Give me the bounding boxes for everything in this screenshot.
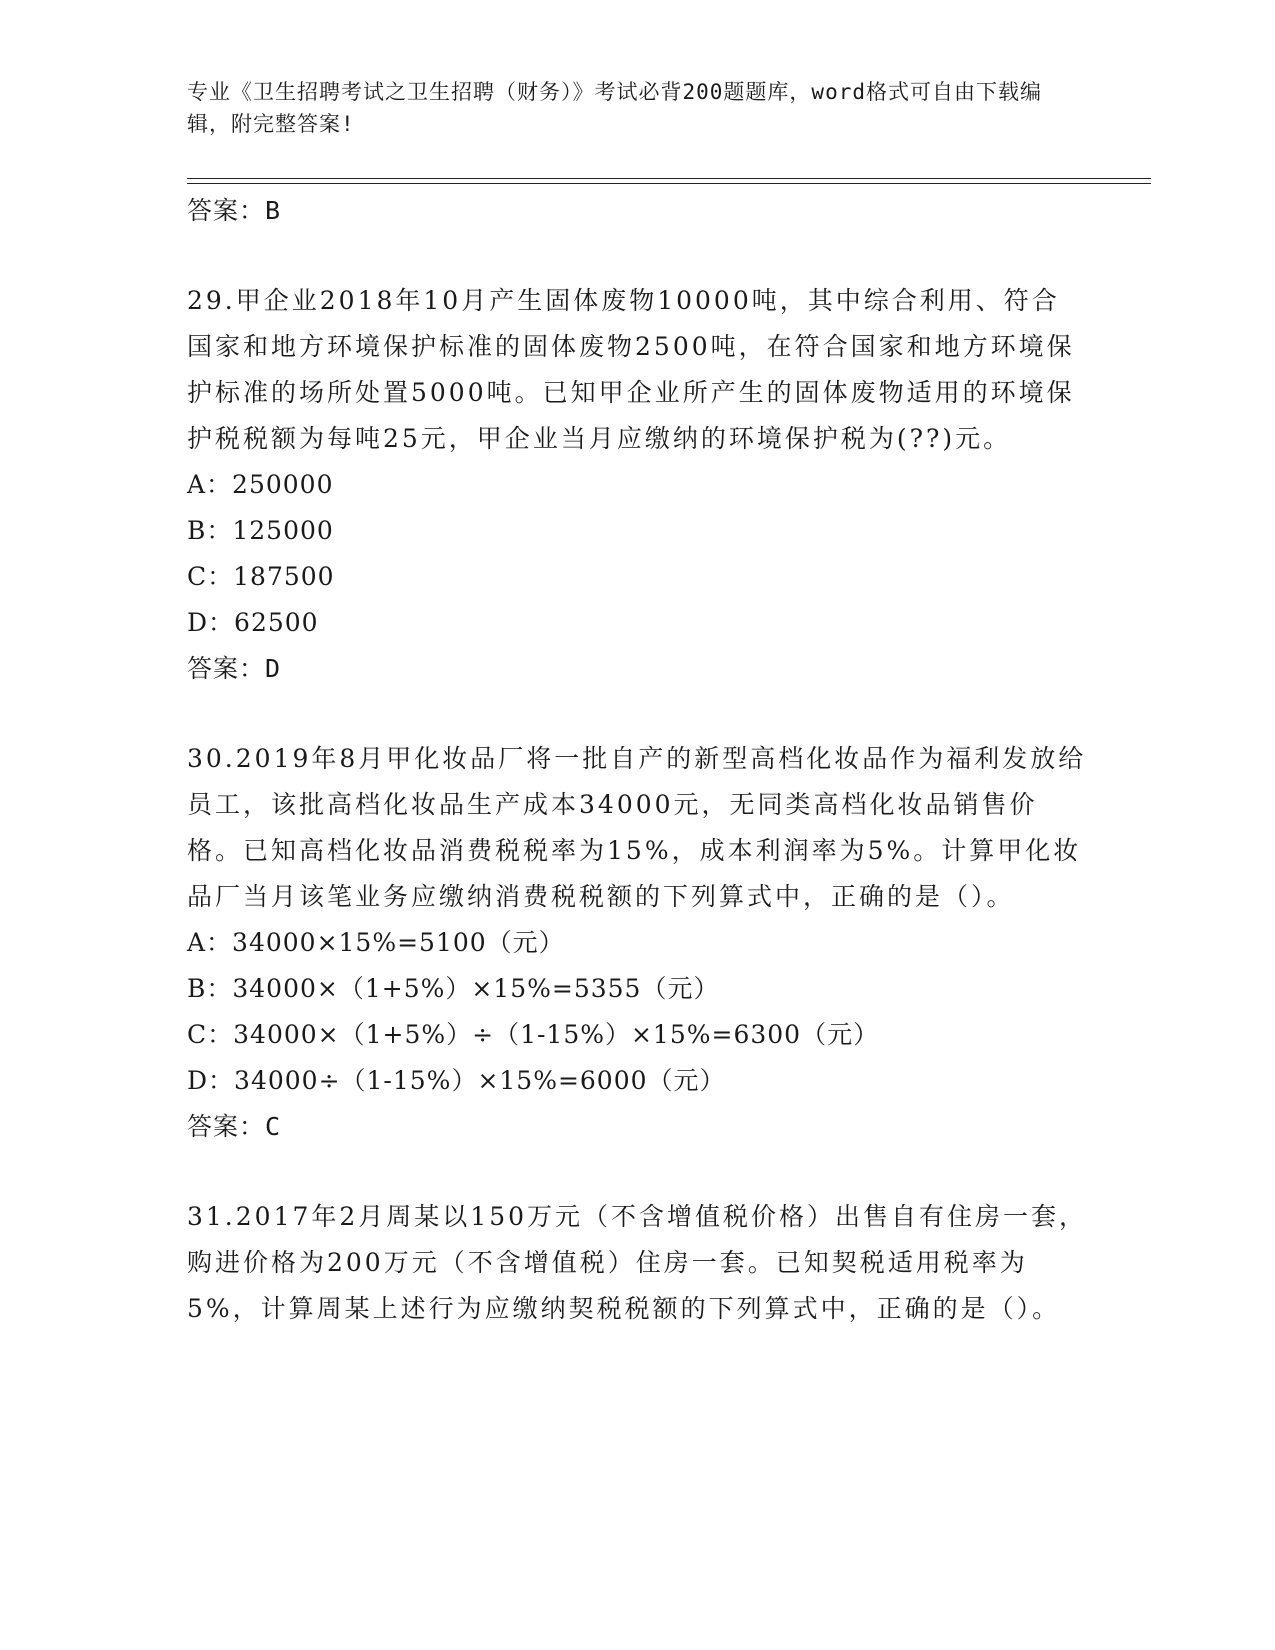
document-header: 专业《卫生招聘考试之卫生招聘（财务）》考试必背200题题库，word格式可自由下载编辑，附完整答案!	[187, 80, 1042, 136]
option-c: C：34000×（1+5%）÷（1-15%）×15%=6300（元）	[187, 1020, 880, 1049]
question-29	[187, 278, 1087, 692]
previous-answer: 答案：B	[187, 196, 282, 225]
option-b: B：125000	[187, 516, 334, 545]
header-rule-bottom	[187, 183, 1151, 184]
option-d: D：34000÷（1-15%）×15%=6000（元）	[187, 1066, 726, 1095]
question-stem: 31.2017年2月周某以150万元（不含增值税价格）出售自有住房一套，购进价格为200万元（不含增值税）住房一套。已知契税适用税率为5%，计算周某上述行为应缴纳契税税额的下列算式中，正确的是（）。	[187, 1202, 1088, 1323]
option-c: C：187500	[187, 562, 335, 591]
option-a: A：34000×15%=5100（元）	[187, 928, 565, 957]
answer-line: 答案：C	[187, 1112, 282, 1141]
question-30	[187, 736, 1087, 1150]
header-rule-top	[187, 178, 1151, 179]
question-stem: 30.2019年8月甲化妆品厂将一批自产的新型高档化妆品作为福利发放给员工，该批高档化妆品生产成本34000元，无同类高档化妆品销售价格。已知高档化妆品消费税税率为15%，成本利润率为5%。计算甲化妆品厂当月该笔业务应缴纳消费税税额的下列算式中，正确的是（）。	[187, 744, 1087, 911]
document-body	[187, 188, 1087, 1332]
option-d: D：62500	[187, 608, 319, 637]
option-a: A：250000	[187, 470, 334, 499]
question-31	[187, 1194, 1087, 1332]
question-stem: 29.甲企业2018年10月产生固体废物10000吨，其中综合利用、符合国家和地方环境保护标准的固体废物2500吨，在符合国家和地方环境保护标准的场所处置5000吨。已知甲企业所产生的固体废物适用的环境保护税税额为每吨25元，甲企业当月应缴纳的环境保护税为(??)元。	[187, 286, 1075, 453]
answer-line: 答案：D	[187, 654, 282, 683]
option-b: B：34000×（1+5%）×15%=5355（元）	[187, 974, 720, 1003]
